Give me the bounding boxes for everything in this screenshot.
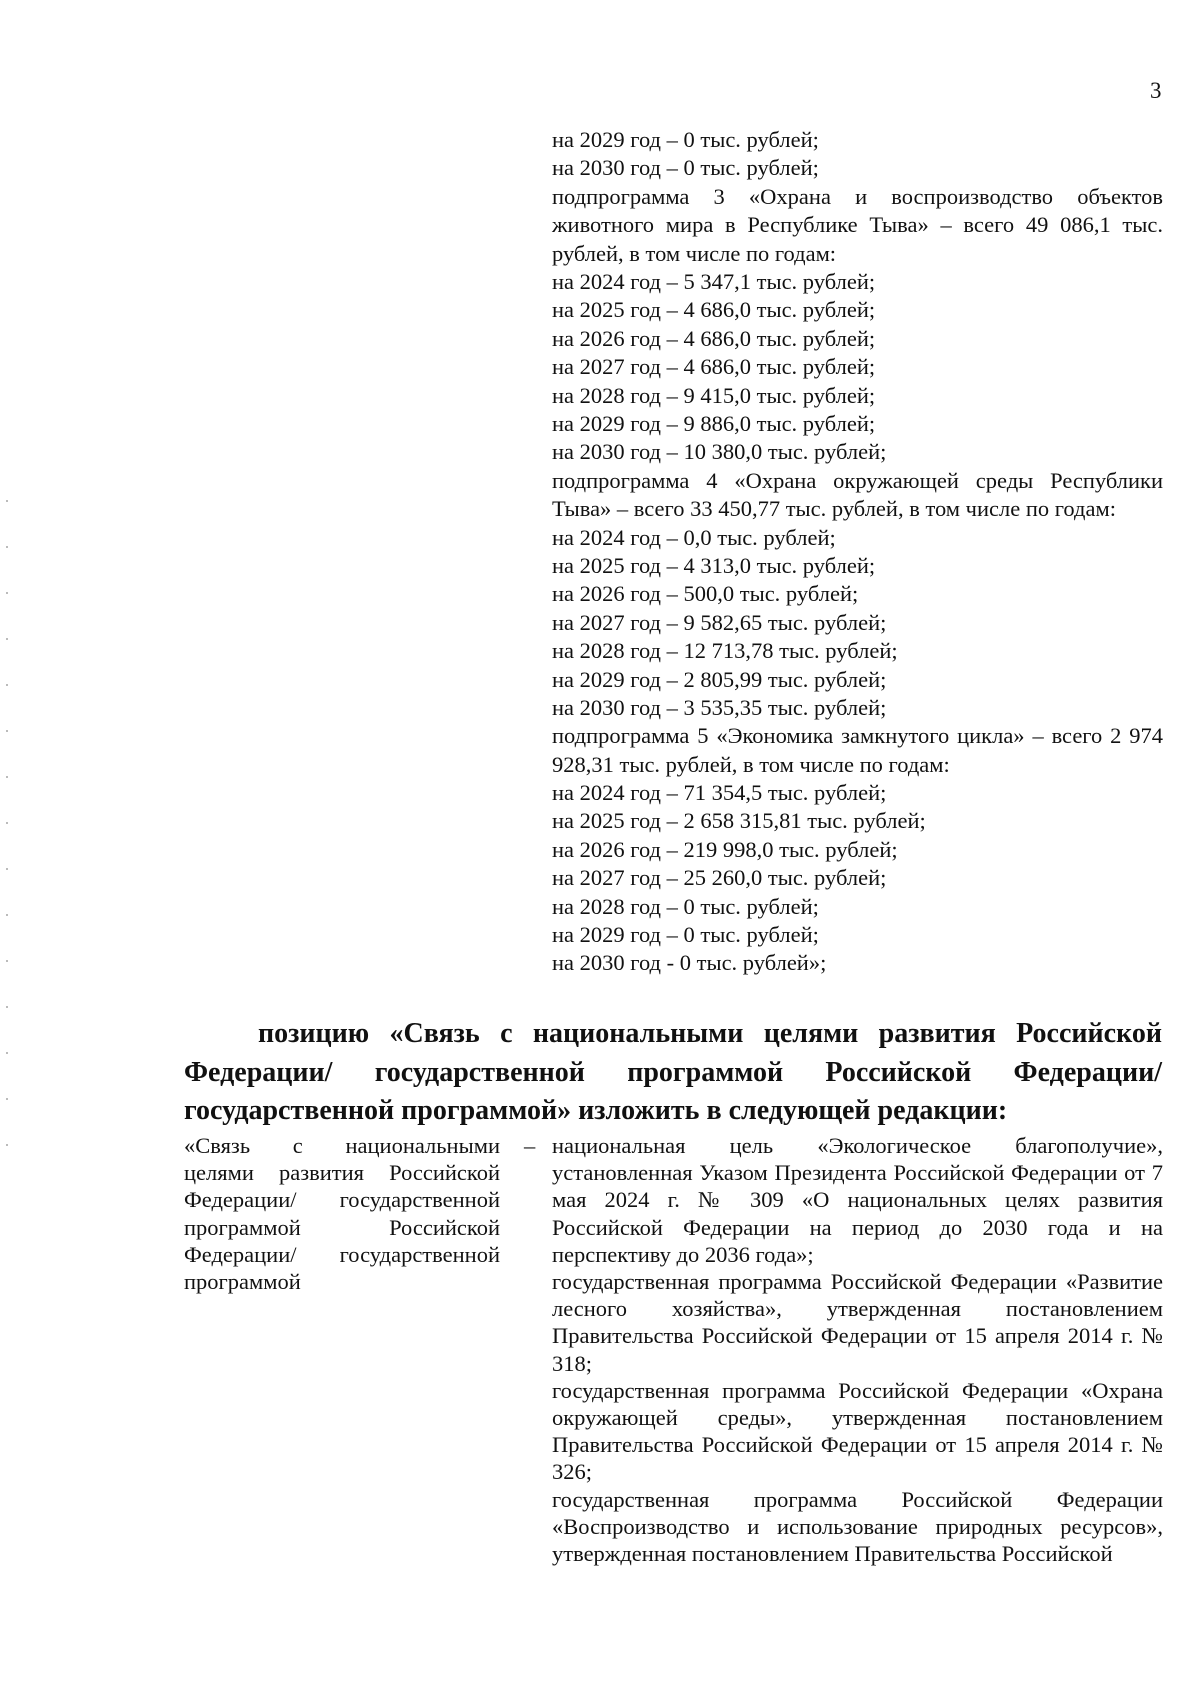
funding-line: на 2026 год – 219 998,0 тыс. рублей; bbox=[552, 836, 898, 862]
funding-line: на 2029 год – 0 тыс. рублей; bbox=[552, 922, 819, 948]
state-program-item: государственная программа Российской Федерации «Охрана окружающей среды», утвержденная постановлением Правительства Российской Федерации от 15 апреля 2014 г. № 326; bbox=[552, 1377, 1163, 1485]
national-goal-item: национальная цель «Экологическое благополучие», установленная Указом Президента Российской Федерации от 7 мая 2024 г. № 309 «О национальных целях развития Российской Федерации на период до 2030 года и на перспективу до 2036 года»; bbox=[552, 1133, 1163, 1267]
funding-line: на 2027 год – 9 582,65 тыс. рублей; bbox=[552, 609, 887, 635]
funding-line: на 2029 год – 9 886,0 тыс. рублей; bbox=[552, 410, 876, 436]
funding-line: на 2028 год – 9 415,0 тыс. рублей; bbox=[552, 382, 876, 408]
funding-line: на 2025 год – 2 658 315,81 тыс. рублей; bbox=[552, 808, 926, 834]
subprogram-3-heading: подпрограмма 3 «Охрана и воспроизводство объектов животного мира в Республике Тыва» – всего 49 086,1 тыс. рублей, в том числе по годам: bbox=[552, 183, 1163, 266]
page-number: 3 bbox=[1150, 78, 1162, 103]
funding-line: на 2026 год – 500,0 тыс. рублей; bbox=[552, 581, 859, 607]
position-dash: – bbox=[524, 1133, 536, 1158]
position-content bbox=[552, 1132, 1163, 1567]
funding-line: на 2030 год - 0 тыс. рублей»; bbox=[552, 950, 827, 976]
funding-line: на 2026 год – 4 686,0 тыс. рублей; bbox=[552, 325, 876, 351]
funding-line: на 2024 год – 71 354,5 тыс. рублей; bbox=[552, 780, 887, 806]
funding-line: на 2029 год – 2 805,99 тыс. рублей; bbox=[552, 666, 887, 692]
funding-line: на 2030 год – 0 тыс. рублей; bbox=[552, 155, 819, 181]
state-program-item: государственная программа Российской Федерации «Воспроизводство и использование природных ресурсов», утвержденная постановлением Правительства Российской bbox=[552, 1486, 1163, 1567]
funding-line: на 2027 год – 4 686,0 тыс. рублей; bbox=[552, 354, 876, 380]
funding-line: на 2024 год – 0,0 тыс. рублей; bbox=[552, 524, 836, 550]
position-title: «Связь с национальными целями развития Российской Федерации/ государственной программой Российской Федерации/ государственной программой bbox=[184, 1133, 500, 1295]
amendment-intro: позицию «Связь с национальными целями развития Российской Федерации/ государственной программой Российской Федерации/ государственной программой» изложить в следующей редакции: bbox=[184, 1018, 1162, 1126]
funding-list bbox=[552, 126, 1163, 978]
subprogram-5-heading: подпрограмма 5 «Экономика замкнутого цикла» – всего 2 974 928,31 тыс. рублей, в том числе по годам: bbox=[552, 723, 1163, 777]
funding-line: на 2030 год – 3 535,35 тыс. рублей; bbox=[552, 694, 887, 720]
funding-line: на 2028 год – 0 тыс. рублей; bbox=[552, 893, 819, 919]
funding-line: на 2025 год – 4 686,0 тыс. рублей; bbox=[552, 297, 876, 323]
funding-line: на 2028 год – 12 713,78 тыс. рублей; bbox=[552, 638, 898, 664]
state-program-item: государственная программа Российской Федерации «Развитие лесного хозяйства», утвержденная постановлением Правительства Российской Федерации от 15 апреля 2014 г. № 318; bbox=[552, 1269, 1163, 1376]
subprogram-4-heading: подпрограмма 4 «Охрана окружающей среды Республики Тыва» – всего 33 450,77 тыс. рублей, в том числе по годам: bbox=[552, 467, 1163, 522]
funding-line: на 2024 год – 5 347,1 тыс. рублей; bbox=[552, 269, 876, 294]
scan-margin-marks bbox=[6, 500, 8, 1500]
funding-line: на 2030 год – 10 380,0 тыс. рублей; bbox=[552, 439, 887, 465]
funding-line: на 2025 год – 4 313,0 тыс. рублей; bbox=[552, 552, 876, 578]
funding-line: на 2029 год – 0 тыс. рублей; bbox=[552, 127, 819, 152]
funding-line: на 2027 год – 25 260,0 тыс. рублей; bbox=[552, 865, 887, 891]
